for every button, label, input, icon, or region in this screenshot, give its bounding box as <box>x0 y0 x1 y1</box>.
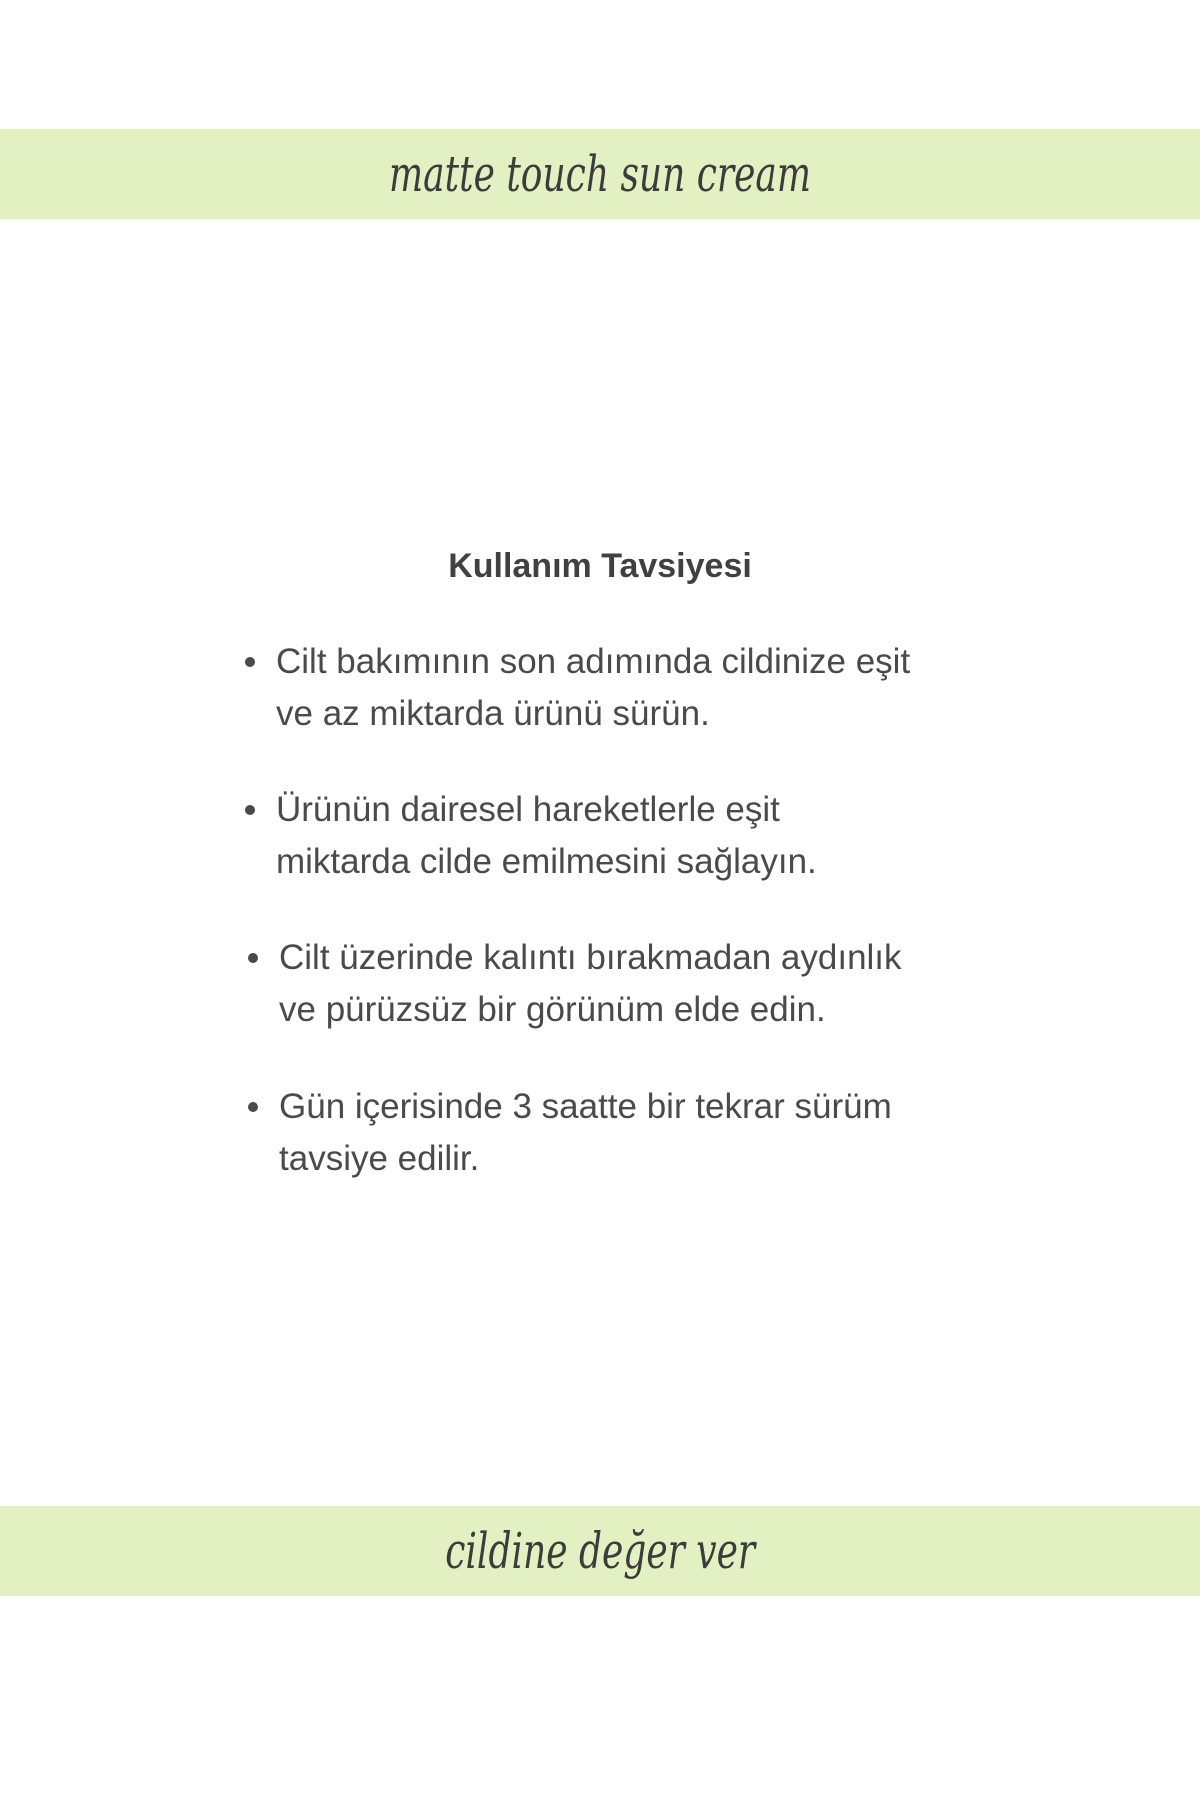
list-item-text: Cilt bakımının son adımında cildinize eşit ve az miktarda ürünü sürün. <box>276 642 911 733</box>
list-item-text: Ürünün dairesel hareketlerle eşit miktarda cilde emilmesini sağlayın. <box>276 790 817 881</box>
header-tagline: matte touch sun cream <box>389 145 811 203</box>
list-item-text: Cilt üzerinde kalıntı bırakmadan aydınlık ve pürüzsüz bir görünüm elde edin. <box>279 938 902 1029</box>
page-title: Kullanım Tavsiyesi <box>448 547 752 585</box>
footer-band <box>0 1506 1200 1596</box>
list-item <box>245 784 1005 888</box>
footer-tagline: cildine değer ver <box>445 1522 755 1580</box>
header-band <box>0 129 1200 219</box>
list-item <box>245 636 1005 740</box>
list-item <box>248 1081 1008 1185</box>
bullet-icon <box>245 657 255 667</box>
bullet-icon <box>248 1102 258 1112</box>
bullet-icon <box>245 805 255 815</box>
list-item-text: Gün içerisinde 3 saatte bir tekrar sürüm tavsiye edilir. <box>279 1087 892 1178</box>
list-item <box>248 932 1008 1036</box>
bullet-icon <box>248 953 258 963</box>
